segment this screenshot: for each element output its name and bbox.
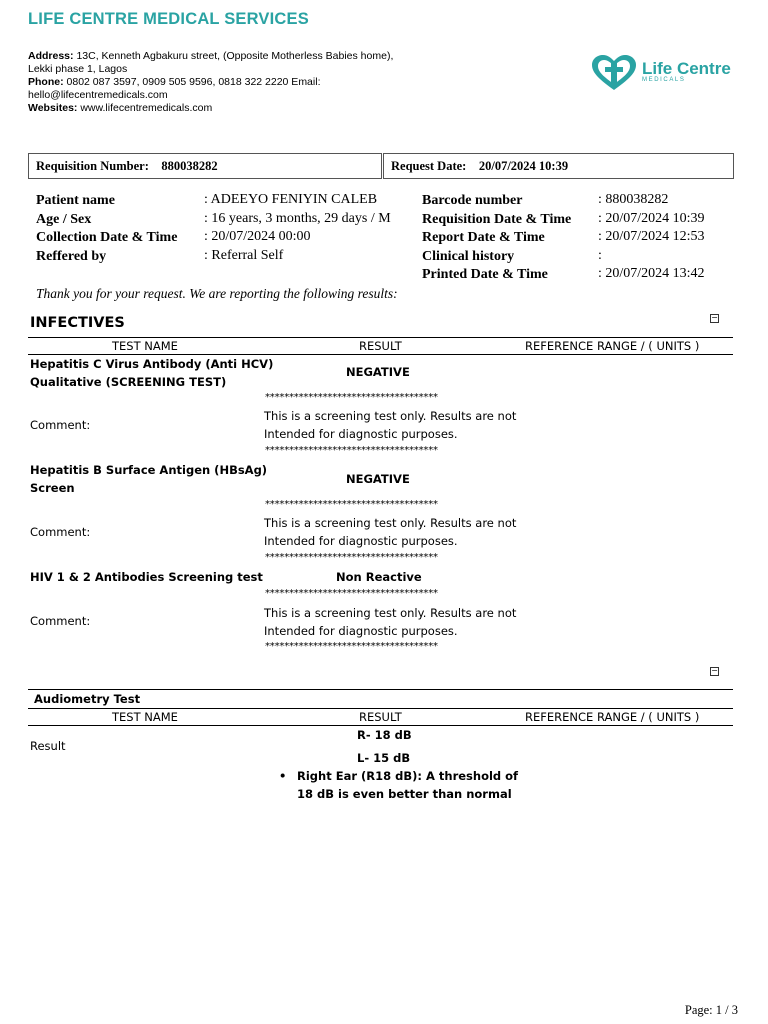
col-header-ref: REFERENCE RANGE / ( UNITS ) xyxy=(525,710,700,724)
printed-datetime-label: Printed Date & Time xyxy=(422,267,548,282)
request-date-box xyxy=(383,153,734,179)
logo-text: Life Centre xyxy=(642,59,731,78)
barcode-label: Barcode number xyxy=(422,193,523,208)
lab-address-block xyxy=(28,50,448,115)
col-header-test: TEST NAME xyxy=(112,710,178,724)
comment-line1: This is a screening test only. Results are not xyxy=(264,516,517,530)
comment-text xyxy=(264,605,516,640)
separator-stars: ************************************ xyxy=(265,641,438,652)
separator-stars: ************************************ xyxy=(265,552,438,563)
separator-stars: ************************************ xyxy=(265,588,438,599)
note-line1: Right Ear (R18 dB): A threshold of xyxy=(297,769,519,783)
lab-name: LIFE CENTRE MEDICAL SERVICES xyxy=(28,10,309,28)
heart-cross-logo-icon xyxy=(590,54,638,92)
clinical-history: : xyxy=(598,247,602,263)
separator-stars: ************************************ xyxy=(265,445,438,456)
patient-name-label: Patient name xyxy=(36,193,115,208)
logo-subtext: MEDICALS xyxy=(642,77,686,83)
patient-labels-left xyxy=(36,192,177,266)
barcode-number: : 880038282 xyxy=(598,192,669,207)
collection-datetime: : 20/07/2024 00:00 xyxy=(204,229,311,244)
right-ear-result: R- 18 dB xyxy=(357,728,412,742)
separator-stars: ************************************ xyxy=(265,499,438,510)
collapse-icon[interactable]: − xyxy=(711,666,718,675)
test-result-hiv: Non Reactive xyxy=(336,570,422,584)
comment-label: Comment: xyxy=(30,614,91,628)
collapse-icon[interactable]: − xyxy=(711,313,718,322)
test-name-line1: Hepatitis C Virus Antibody (Anti HCV) xyxy=(30,357,274,371)
report-datetime-label: Report Date & Time xyxy=(422,230,545,245)
comment-text xyxy=(264,515,516,550)
divider xyxy=(28,708,733,709)
requisition-number-box xyxy=(28,153,382,179)
req-date: 20/07/2024 10:39 xyxy=(478,159,569,173)
patient-values-right xyxy=(598,191,705,284)
req-date-label: Request Date: xyxy=(391,159,467,173)
test-result-hcv: NEGATIVE xyxy=(346,365,410,379)
patient-name: : ADEEYO FENIYIN CALEB xyxy=(204,192,378,207)
left-ear-result: L- 15 dB xyxy=(357,751,411,765)
test-name-line2: Screen xyxy=(30,480,75,495)
test-name-line2: Qualitative (SCREENING TEST) xyxy=(30,374,227,389)
referred-label: Reffered by xyxy=(36,248,107,264)
thanks-message: Thank you for your request. We are reporting the following results: xyxy=(36,286,398,301)
comment-line2: Intended for diagnostic purposes. xyxy=(264,623,458,638)
separator-stars: ************************************ xyxy=(265,392,438,403)
divider xyxy=(28,689,733,690)
col-header-result: RESULT xyxy=(359,339,402,353)
col-header-ref: REFERENCE RANGE / ( UNITS ) xyxy=(525,339,700,353)
req-datetime: : 20/07/2024 10:39 xyxy=(598,210,705,226)
test-result-hbsag: NEGATIVE xyxy=(346,472,410,486)
req-number-label: Requisition Number: xyxy=(36,159,149,173)
comment-label: Comment: xyxy=(30,525,91,539)
printed-datetime: : 20/07/2024 13:42 xyxy=(598,266,705,281)
section-title-audiometry: Audiometry Test xyxy=(34,692,141,706)
comment-line1: This is a screening test only. Results are not xyxy=(264,409,517,423)
audiometry-note xyxy=(297,768,518,803)
test-name-hbsag xyxy=(30,462,267,497)
divider xyxy=(28,725,733,726)
col-header-result: RESULT xyxy=(359,710,402,724)
website: www.lifecentremedicals.com xyxy=(80,102,213,114)
phone-label: Phone: xyxy=(28,76,64,88)
report-datetime: : 20/07/2024 12:53 xyxy=(598,229,705,244)
websites-label: Websites: xyxy=(28,102,78,114)
patient-labels-right xyxy=(422,192,571,285)
divider xyxy=(28,337,733,338)
age-sex-label: Age / Sex xyxy=(36,211,92,227)
referred-by: : Referral Self xyxy=(204,247,284,263)
bullet-icon: • xyxy=(279,769,287,783)
address-line2: Lekki phase 1, Lagos xyxy=(28,63,128,75)
test-name-hiv: HIV 1 & 2 Antibodies Screening test xyxy=(30,570,263,584)
comment-line1: This is a screening test only. Results are not xyxy=(264,606,517,620)
test-name-line1: Hepatitis B Surface Antigen (HBsAg) xyxy=(30,463,268,477)
divider xyxy=(28,354,733,355)
req-datetime-label: Requisition Date & Time xyxy=(422,211,572,227)
note-line2: 18 dB is even better than normal xyxy=(297,786,512,801)
address-line1: 13C, Kenneth Agbakuru street, (Opposite Motherless Babies home), xyxy=(76,50,394,62)
page-number: Page: 1 / 3 xyxy=(684,1003,738,1017)
age-sex: : 16 years, 3 months, 29 days / M xyxy=(204,210,391,226)
req-number: 880038282 xyxy=(161,159,218,173)
comment-line2: Intended for diagnostic purposes. xyxy=(264,426,458,441)
col-header-test: TEST NAME xyxy=(112,339,178,353)
patient-values-left xyxy=(204,191,391,265)
section-title-infectives: INFECTIVES xyxy=(30,315,125,331)
phone-numbers: 0802 087 3597, 0909 505 9596, 0818 322 2220 Email: xyxy=(66,76,321,88)
comment-label: Comment: xyxy=(30,418,91,432)
audiometry-result-label: Result xyxy=(30,739,66,753)
comment-line2: Intended for diagnostic purposes. xyxy=(264,533,458,548)
comment-text xyxy=(264,408,516,443)
address-label: Address: xyxy=(28,50,74,62)
clinical-history-label: Clinical history xyxy=(422,248,515,264)
collection-label: Collection Date & Time xyxy=(36,230,178,245)
test-name-hcv xyxy=(30,356,273,391)
email: hello@lifecentremedicals.com xyxy=(28,89,168,101)
